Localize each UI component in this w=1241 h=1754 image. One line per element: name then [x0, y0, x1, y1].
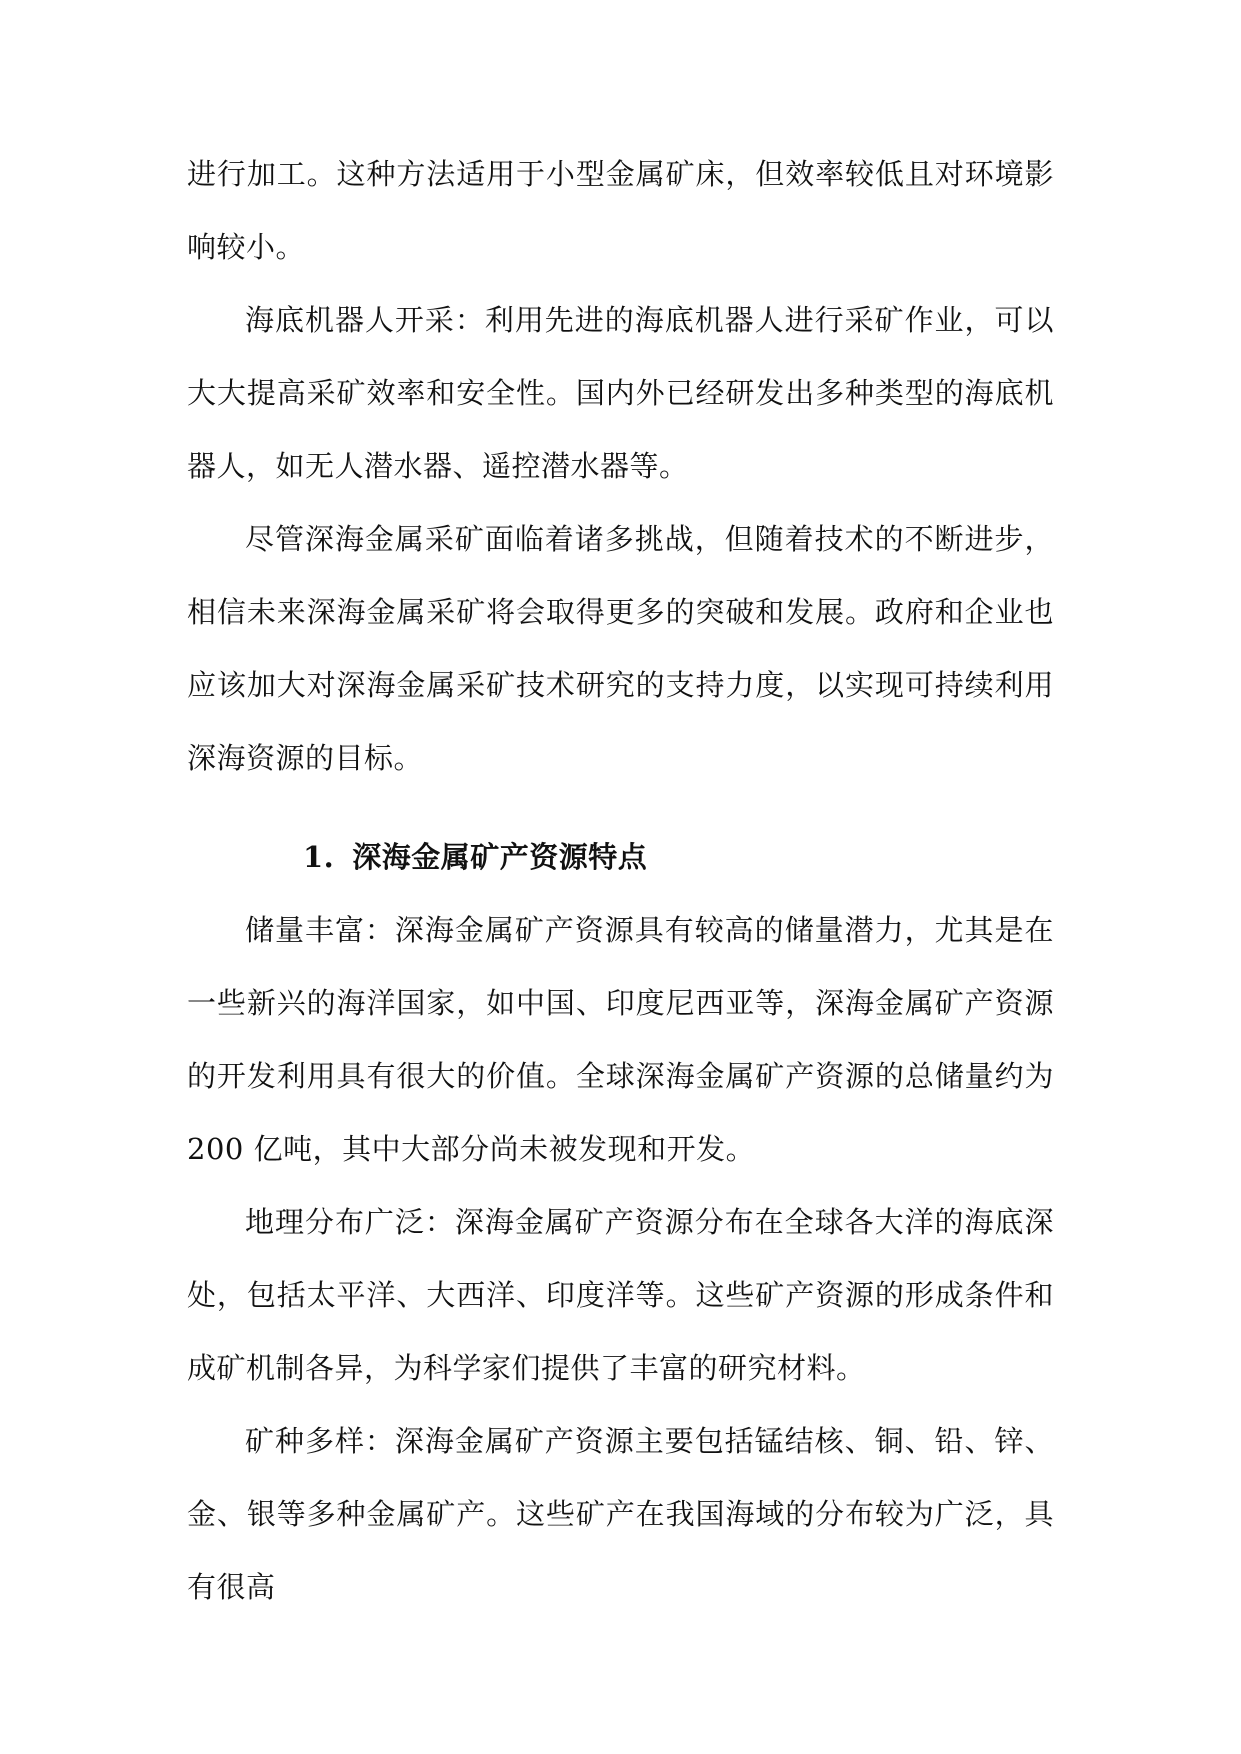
paragraph-continued: 进行加工。这种方法适用于小型金属矿床，但效率较低且对环境影响较小。: [187, 157, 1054, 264]
paragraph-abundant-reserves: 储量丰富：深海金属矿产资源具有较高的储量潜力，尤其是在一些新兴的海洋国家，如中国、印度尼西亚等，深海金属矿产资源的开发利用具有很大的价值。全球深海金属矿产资源的总储量约为 200 亿吨，其中大部分尚未被发现和开发。: [187, 913, 1054, 1166]
paragraph-outlook: 尽管深海金属采矿面临着诸多挑战，但随着技术的不断进步，相信未来深海金属采矿将会取得更多的突破和发展。政府和企业也应该加大对深海金属采矿技术研究的支持力度，以实现可持续利用深海资源的目标。: [187, 522, 1054, 775]
section-title: 深海金属矿产资源特点: [352, 840, 648, 874]
section-number: 1.: [303, 840, 335, 874]
paragraph-diverse-minerals: 矿种多样：深海金属矿产资源主要包括锰结核、铜、铅、锌、金、银等多种金属矿产。这些矿产在我国海域的分布较为广泛，具有很高: [187, 1424, 1054, 1604]
paragraph-wide-distribution: 地理分布广泛：深海金属矿产资源分布在全球各大洋的海底深处，包括太平洋、大西洋、印度洋等。这些矿产资源的形成条件和成矿机制各异，为科学家们提供了丰富的研究材料。: [187, 1205, 1054, 1385]
document-body: [187, 138, 1054, 1624]
paragraph-seabed-robot-mining: 海底机器人开采：利用先进的海底机器人进行采矿作业，可以大大提高采矿效率和安全性。国内外已经研发出多种类型的海底机器人，如无人潜水器、遥控潜水器等。: [187, 303, 1054, 483]
section-heading: [187, 821, 1054, 894]
